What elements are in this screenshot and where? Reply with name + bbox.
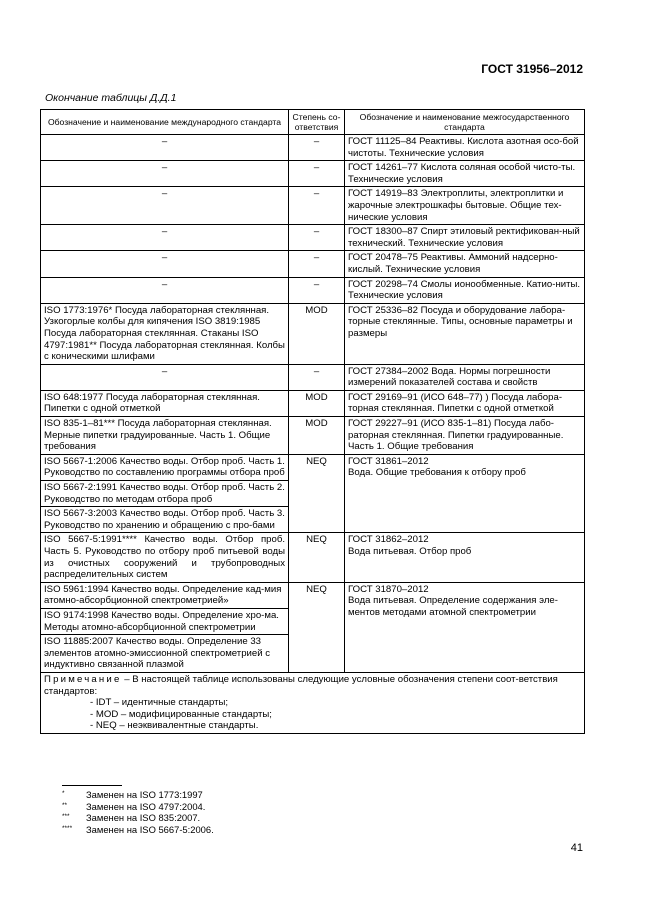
table-row [41,390,585,416]
correspondence-table [40,109,585,734]
gost-cell: ГОСТ 27384–2002 Вода. Нормы погрешности измерений показателей состава и свойств [345,364,585,390]
degree-cell: – [289,251,345,277]
intl-cell: ISO 9174:1998 Качество воды. Определение хро-ма. Методы атомно-абсорбционной спектрометрии [41,608,289,634]
intl-cell: ISO 5961:1994 Качество воды. Определение кад-мия атомно-абсорбционной спектрометрией» [41,582,289,608]
footnote-divider [62,785,122,786]
intl-cell: ISO 835-1–81*** Посуда лабораторная стеклянная. Мерные пипетки градуированные. Часть 1. Общие требования [41,417,289,455]
table-row [41,417,585,455]
header-interstate: Обозначение и наименование межгосударственного стандарта [345,110,585,135]
note-item: - MOD – модифицированные стандарты; [90,708,272,720]
table-row [41,582,585,608]
gost-cell [345,582,585,672]
standard-header: ГОСТ 31956–2012 [481,62,583,76]
footnote-text: Заменен на ISO 835:2007. [86,812,201,824]
intl-cell: – [41,251,289,277]
footnote [62,824,214,836]
footnote-text: Заменен на ISO 1773:1997 [86,789,203,800]
intl-cell: ISO 5667-2:1991 Качество воды. Отбор проб. Часть 2. Руководство по методам отбора проб [41,481,289,507]
table-row [41,364,585,390]
note-label: Примечание [44,673,122,685]
table-row [41,533,585,582]
intl-cell: – [41,161,289,187]
footnote-mark: **** [62,825,73,833]
note-item: - IDT – идентичные стандарты; [90,697,229,709]
table-note [41,672,585,733]
table-note-row [41,672,585,733]
gost-cell: ГОСТ 14261–77 Кислота соляная особой чисто-ты. Технические условия [345,161,585,187]
table-row [41,303,585,364]
gost-title: Вода питьевая. Отбор проб [348,546,472,557]
gost-code: ГОСТ 31870–2012 [348,583,429,595]
gost-cell: ГОСТ 25336–82 Посуда и оборудование лабора-торные стеклянные. Типы, основные параметры и размеры [345,303,585,364]
footnote-mark: * [62,790,65,797]
degree-cell: MOD [289,390,345,416]
degree-cell: NEQ [289,533,345,582]
intl-cell: ISO 5667-1:2006 Качество воды. Отбор проб. Часть 1. Руководство по составлению программы отбора проб [41,454,289,480]
footnote-mark: *** [62,813,70,821]
gost-cell: ГОСТ 14919–83 Электроплиты, электроплитки и жарочные электрошкафы бытовые. Общие тех-нические условия [345,187,585,225]
note-text: – В настоящей таблице использованы следующие условные обозначения степени соот-ветствия стандартов: [44,673,558,697]
intl-cell: ISO 5667-3:2003 Качество воды. Отбор проб. Часть 3. Руководство по хранению и обращению с про-бами [41,507,289,533]
intl-cell: – [41,225,289,251]
gost-cell: ГОСТ 29169–91 (ИСО 648–77) ) Посуда лабора-торная стеклянная. Пипетки с одной отметкой [345,390,585,416]
gost-title: Вода питьевая. Определение содержания эле-ментов методами атомной спектрометрии [348,595,558,618]
degree-cell: – [289,135,345,161]
gost-cell: ГОСТ 29227–91 (ИСО 835-1–81) Посуда лабо-раторная стеклянная. Пипетки градуированные. Часть 1. Общие требования [345,417,585,455]
intl-cell: ISO 5667-5:1991**** Качество воды. Отбор проб. Часть 5. Руководство по отбору проб питьевой воды из очистных сооружений и трубопроводных распределительных систем [41,533,289,582]
footnote-text: Заменен на ISO 4797:2004. [86,800,206,812]
page-number: 41 [570,842,583,854]
gost-code: ГОСТ 31861–2012 [348,455,429,467]
footnote-text: Заменен на ISO 5667-5:2006. [86,824,214,836]
footnotes [62,789,214,836]
intl-cell: – [41,187,289,225]
intl-cell: – [41,277,289,303]
footnote-mark: ** [62,801,68,809]
intl-cell: ISO 1773:1976* Посуда лабораторная стеклянная. Узкогорлые колбы для кипячения ISO 3819:1985 Посуда лабораторная стеклянная. Стаканы ISO 4797:1981** Посуда лабораторная стеклянная. Колбы с коническими шлифами [41,303,289,364]
note-item: - NEQ – неэквивалентные стандарты. [90,720,259,732]
intl-cell: – [41,364,289,390]
table-row [41,251,585,277]
gost-cell: ГОСТ 18300–87 Спирт этиловый ректификован-ный технический. Технические условия [345,225,585,251]
intl-cell: ISO 648:1977 Посуда лабораторная стеклянная. Пипетки с одной отметкой [41,390,289,416]
degree-cell: MOD [289,303,345,364]
intl-cell: – [41,135,289,161]
table-row [41,454,585,480]
table-row [41,135,585,161]
gost-code: ГОСТ 31862–2012 [348,534,429,546]
degree-cell: NEQ [289,582,345,672]
table-header-row [41,110,585,135]
gost-cell [345,533,585,582]
degree-cell: – [289,225,345,251]
table-caption: Окончание таблицы Д.Д.1 [45,92,177,104]
header-international: Обозначение и наименование международного стандарта [41,110,289,135]
degree-cell: – [289,364,345,390]
degree-cell: MOD [289,417,345,455]
gost-cell: ГОСТ 11125–84 Реактивы. Кислота азотная осо-бой чистоты. Технические условия [345,135,585,161]
table-row [41,161,585,187]
degree-cell: NEQ [289,454,345,533]
gost-cell [345,454,585,533]
gost-cell: ГОСТ 20298–74 Смолы ионообменные. Катио-ниты. Технические условия [345,277,585,303]
gost-cell: ГОСТ 20478–75 Реактивы. Аммоний надсерно-кислый. Технические условия [345,251,585,277]
intl-cell: ISO 11885:2007 Качество воды. Определение 33 элементов атомно-эмиссионной спектрометрией с индуктивно связанной плазмой [41,635,289,673]
table-row [41,277,585,303]
degree-cell: – [289,161,345,187]
table-row [41,187,585,225]
table-row [41,225,585,251]
degree-cell: – [289,187,345,225]
gost-title: Вода. Общие требования к отбору проб [348,467,526,479]
degree-cell: – [289,277,345,303]
header-degree: Степень со-ответствия [289,110,345,135]
